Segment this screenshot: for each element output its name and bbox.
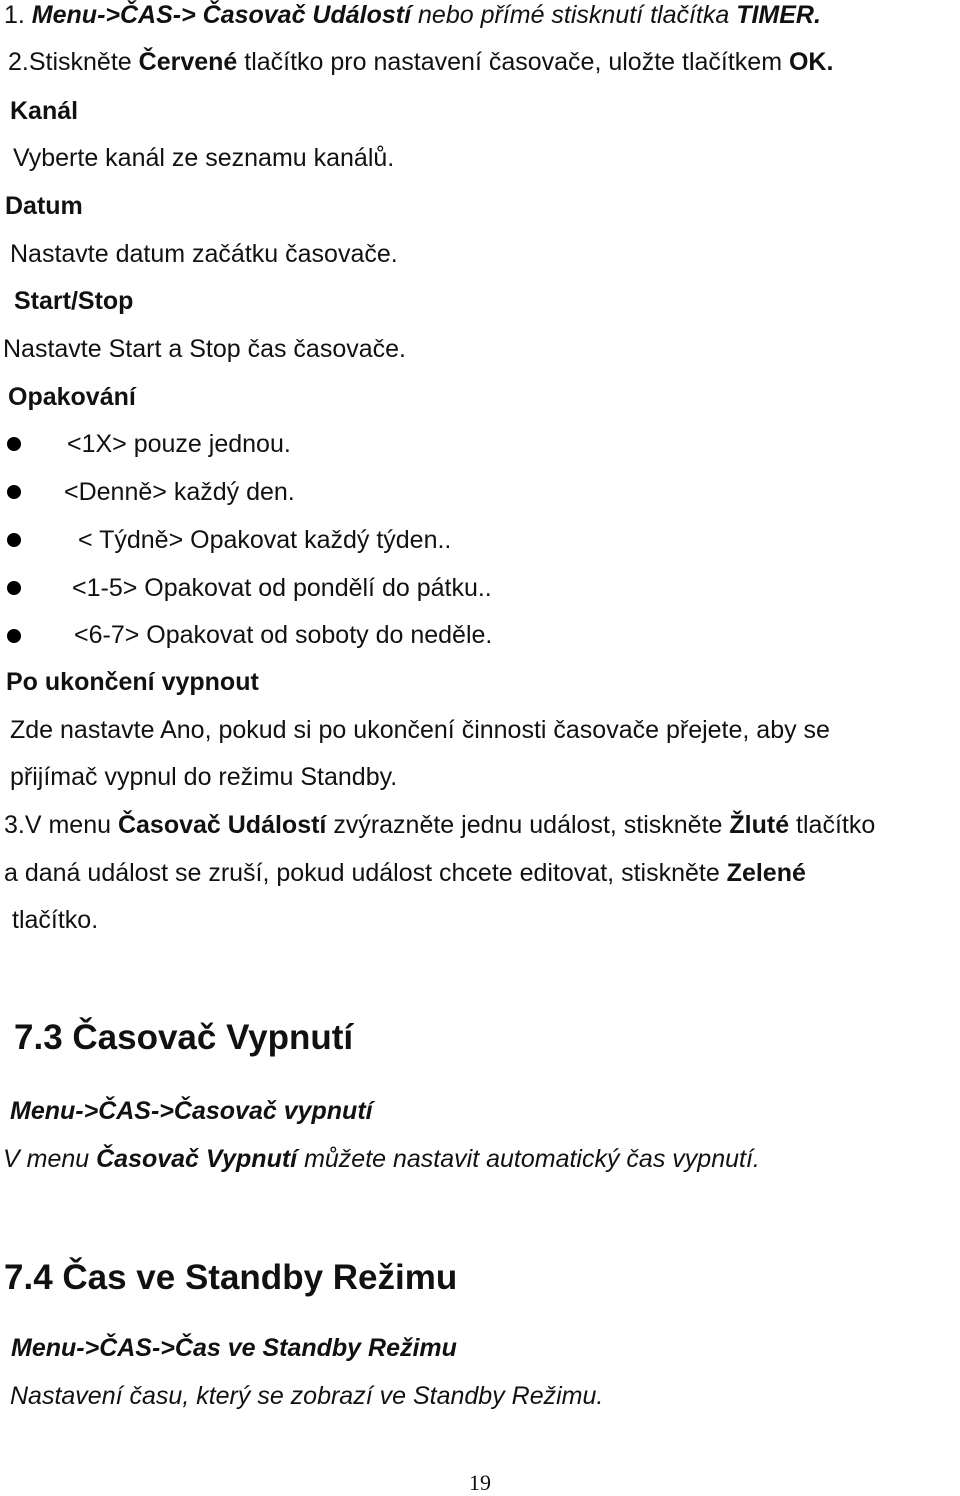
step-2-ok: OK. [788, 48, 834, 76]
section-7-3-heading: 7.3 Časovač Vypnutí [14, 1018, 354, 1057]
section-7-3-desc-b: Časovač Vypnutí [96, 1145, 298, 1173]
bullet-icon [7, 581, 21, 595]
step-3-line-2 [4, 858, 806, 888]
step-3-green: Zelené [726, 859, 806, 887]
step-1-key: TIMER. [736, 1, 821, 29]
field-date-desc: Nastavte datum začátku časovače. [10, 240, 398, 268]
field-startstop-label: Start/Stop [14, 287, 134, 315]
step-1-text: nebo přímé stisknutí tlačítka [411, 1, 737, 29]
field-repeat-label: Opakování [8, 383, 136, 411]
bullet-icon [7, 485, 21, 499]
step-1 [4, 0, 821, 30]
field-date-label: Datum [5, 192, 83, 220]
step-3-line-3: tlačítko. [12, 906, 99, 934]
step-2-prefix: 2.Stiskněte [8, 48, 139, 76]
repeat-option-daily: <Denně> každý den. [64, 478, 295, 506]
step-3-text-2: zvýrazněte jednu událost, stiskněte [326, 811, 730, 839]
section-7-3-desc [3, 1144, 760, 1174]
section-7-4-desc: Nastavení času, který se zobrazí ve Standby Režimu. [10, 1382, 604, 1410]
step-2-red: Červené [138, 48, 238, 76]
repeat-option-weekdays: <1-5> Opakovat od pondělí do pátku.. [72, 574, 492, 602]
repeat-option-weekly: < Týdně> Opakovat každý týden.. [78, 526, 452, 554]
step-3-menu: Časovač Událostí [117, 811, 327, 839]
bullet-icon [7, 437, 21, 451]
field-poweroff-label: Po ukončení vypnout [6, 668, 259, 696]
step-3-line-1 [4, 810, 875, 840]
field-channel-desc: Vyberte kanál ze seznamu kanálů. [13, 144, 395, 172]
step-1-prefix: 1. [4, 1, 32, 29]
field-poweroff-desc-2: přijímač vypnul do režimu Standby. [10, 763, 398, 791]
bullet-icon [7, 533, 21, 547]
field-channel-label: Kanál [10, 97, 79, 125]
section-7-4-heading: 7.4 Čas ve Standby Režimu [4, 1258, 458, 1297]
section-7-3-desc-a: V menu [3, 1145, 97, 1173]
field-startstop-desc: Nastavte Start a Stop čas časovače. [3, 335, 406, 363]
bullet-icon [7, 629, 21, 643]
repeat-option-weekend: <6-7> Opakovat od soboty do neděle. [74, 621, 493, 649]
field-poweroff-desc-1: Zde nastavte Ano, pokud si po ukončení činnosti časovače přejete, aby se [10, 716, 830, 744]
repeat-option-once: <1X> pouze jednou. [67, 430, 291, 458]
step-3-text-1: 3.V menu [4, 811, 118, 839]
step-2-text: tlačítko pro nastavení časovače, uložte tlačítkem [237, 48, 789, 76]
step-3-yellow: Žluté [729, 811, 790, 839]
page-number: 19 [469, 1470, 491, 1495]
step-2 [8, 47, 833, 77]
step-3-text-3: tlačítko [789, 811, 876, 839]
step-3-text-4: a daná událost se zruší, pokud událost chcete editovat, stiskněte [4, 859, 727, 887]
step-1-menu-path: Menu->ČAS-> Časovač Událostí [31, 1, 412, 29]
section-7-3-menu-path: Menu->ČAS->Časovač vypnutí [10, 1097, 373, 1125]
section-7-3-desc-c: můžete nastavit automatický čas vypnutí. [297, 1145, 760, 1173]
section-7-4-menu-path: Menu->ČAS->Čas ve Standby Režimu [11, 1334, 457, 1362]
